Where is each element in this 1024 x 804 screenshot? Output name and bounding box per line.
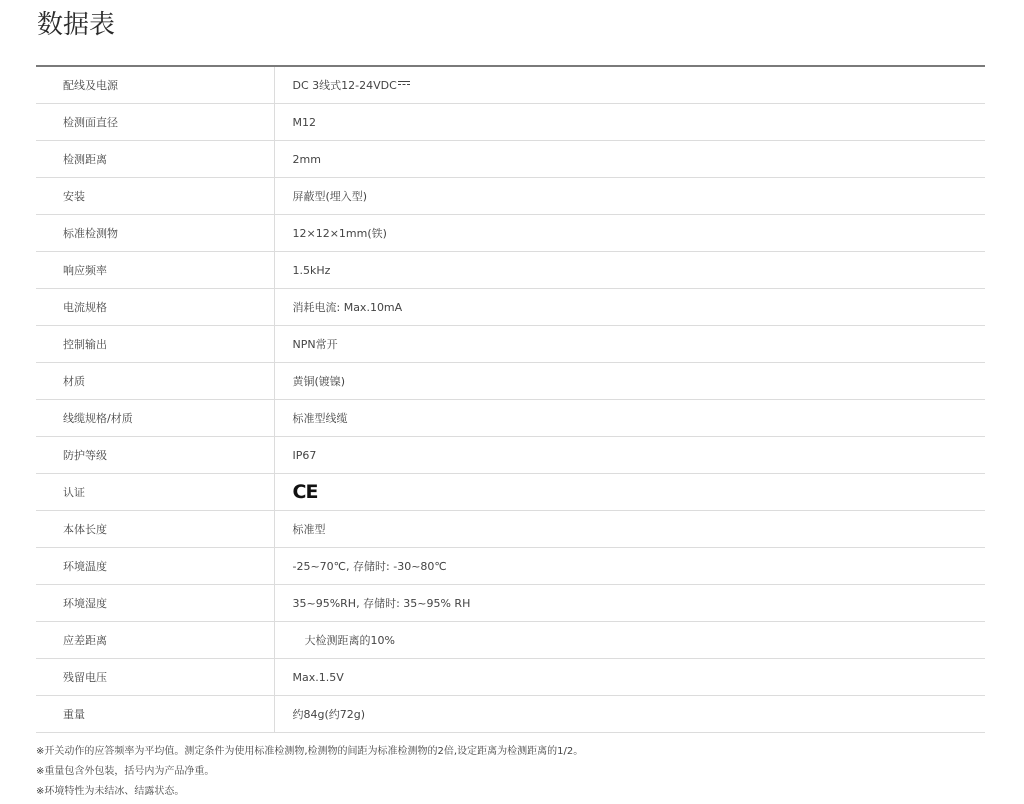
table-row: [36, 252, 985, 289]
table-row: [36, 289, 985, 326]
table-row: [36, 696, 985, 733]
spec-label: 材质: [36, 363, 274, 400]
spec-value: 消耗电流: Max.10mA: [274, 289, 985, 326]
table-row: [36, 215, 985, 252]
spec-value: DC 3线式12-24VDC: [292, 79, 397, 92]
ce-mark-icon: CE: [292, 481, 318, 503]
spec-label: 本体长度: [36, 511, 274, 548]
spec-value: 大检测距离的10%: [274, 622, 985, 659]
spec-value: -25~70℃, 存储时: -30~80℃: [274, 548, 985, 585]
dc-symbol-icon: [398, 81, 410, 87]
footnote: ※环境特性为未结冰、结露状态。: [36, 786, 185, 797]
table-row: [36, 659, 985, 696]
page-title: 数据表: [37, 10, 116, 40]
spec-value-cell: [274, 66, 985, 104]
footnote: ※重量包含外包装，括号内为产品净重。: [36, 766, 215, 777]
spec-value: 约84g(约72g): [274, 696, 985, 733]
footnote: ※开关动作的应答频率为平均值。测定条件为使用标准检测物,检测物的间距为标准检测物的2倍,设定距离为检测距离的1/2。: [36, 746, 584, 757]
spec-value: 黄铜(镀镍): [274, 363, 985, 400]
spec-value: 35~95%RH, 存储时: 35~95% RH: [274, 585, 985, 622]
table-row: [36, 437, 985, 474]
spec-value: 标准型: [274, 511, 985, 548]
spec-label: 防护等级: [36, 437, 274, 474]
spec-value: 1.5kHz: [274, 252, 985, 289]
table-row: [36, 585, 985, 622]
table-row: [36, 400, 985, 437]
spec-label: 重量: [36, 696, 274, 733]
spec-label: 认证: [36, 474, 274, 511]
spec-label: 应差距离: [36, 622, 274, 659]
spec-value: 屏蔽型(埋入型): [274, 178, 985, 215]
table-row: [36, 548, 985, 585]
spec-label: 线缆规格/材质: [36, 400, 274, 437]
table-row: [36, 622, 985, 659]
spec-label: 响应频率: [36, 252, 274, 289]
table-row: [36, 141, 985, 178]
spec-value-cell: [274, 474, 985, 511]
spec-label: 控制输出: [36, 326, 274, 363]
table-row: [36, 511, 985, 548]
spec-label: 标准检测物: [36, 215, 274, 252]
table-row: [36, 178, 985, 215]
spec-value: Max.1.5V: [274, 659, 985, 696]
spec-value: 标准型线缆: [274, 400, 985, 437]
footnotes: [36, 742, 996, 802]
spec-label: 电流规格: [36, 289, 274, 326]
table-row: [36, 363, 985, 400]
table-row: [36, 326, 985, 363]
spec-label: 环境湿度: [36, 585, 274, 622]
table-row: [36, 66, 985, 104]
table-row: [36, 104, 985, 141]
spec-label: 检测距离: [36, 141, 274, 178]
table-row: [36, 474, 985, 511]
spec-value: IP67: [274, 437, 985, 474]
spec-label: 配线及电源: [36, 66, 274, 104]
spec-value: 12×12×1mm(铁): [274, 215, 985, 252]
spec-table: [36, 65, 985, 733]
spec-label: 检测面直径: [36, 104, 274, 141]
spec-label: 残留电压: [36, 659, 274, 696]
spec-label: 安装: [36, 178, 274, 215]
spec-value: NPN常开: [274, 326, 985, 363]
spec-value: 2mm: [274, 141, 985, 178]
spec-value: M12: [274, 104, 985, 141]
spec-label: 环境温度: [36, 548, 274, 585]
